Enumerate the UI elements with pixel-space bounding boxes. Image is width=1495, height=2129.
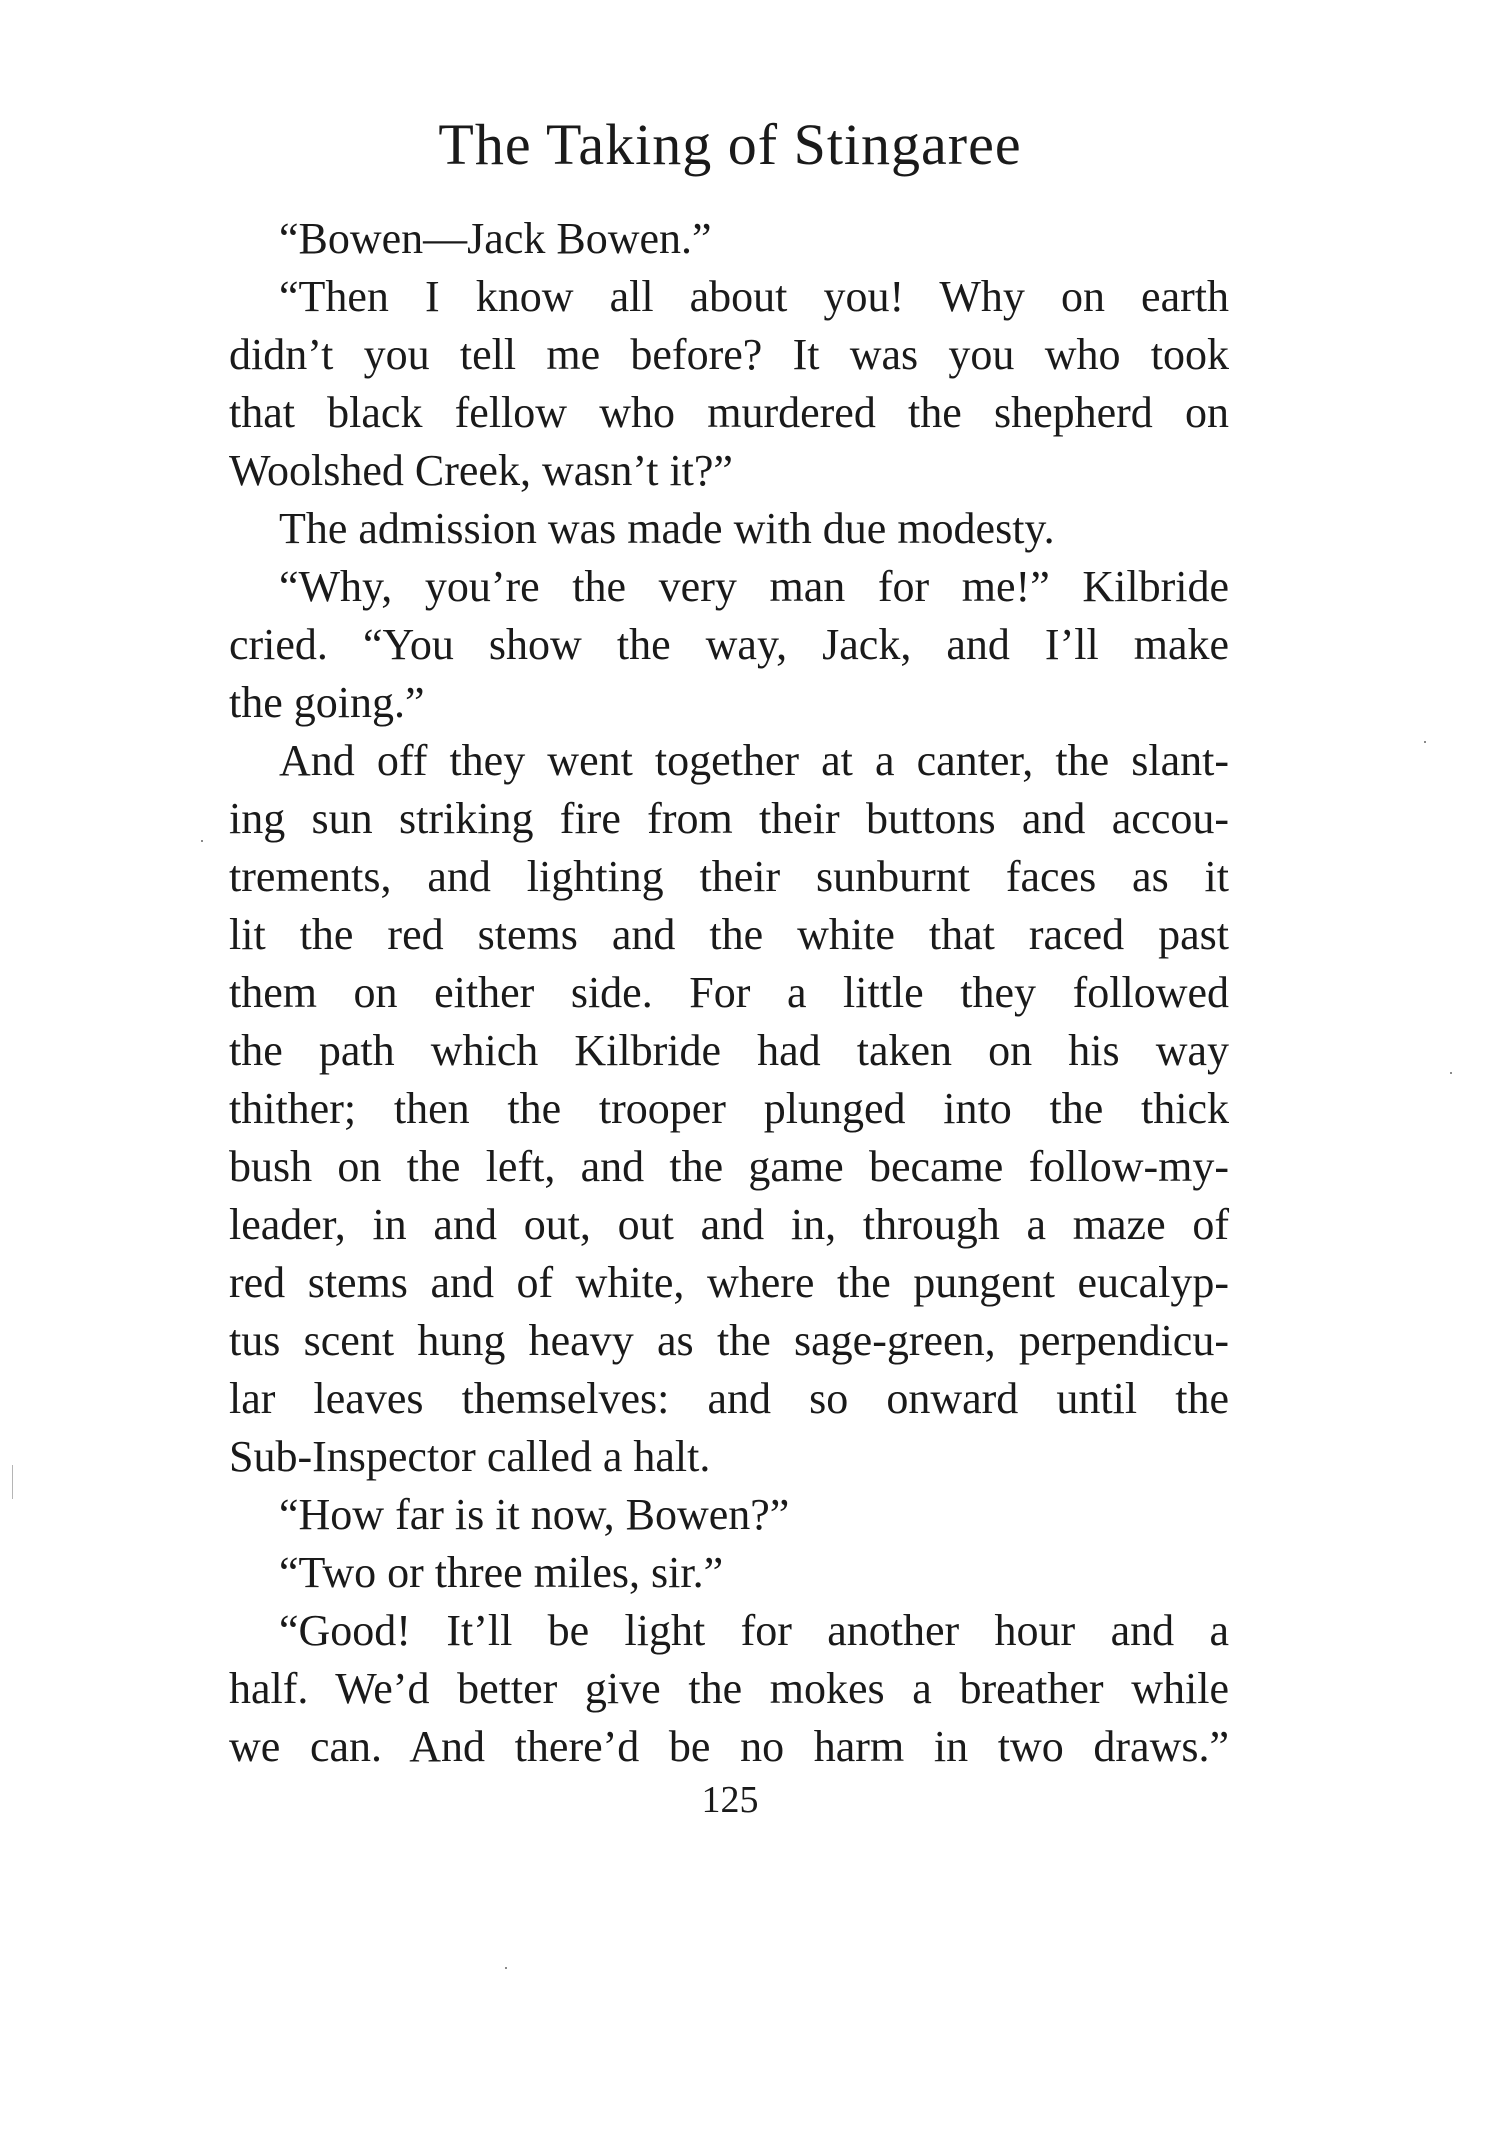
body-text	[229, 210, 1229, 1776]
text-line: the going.”	[229, 678, 425, 727]
text-line: bush on the left, and the game became follow-my-	[229, 1142, 1229, 1191]
text-line: we can. And there’d be no harm in two draws.”	[229, 1722, 1229, 1771]
text-line: that black fellow who murdered the shepherd on	[229, 388, 1229, 437]
text-line: And off they went together at a canter, the slant-	[279, 736, 1229, 785]
text-line: ing sun striking fire from their buttons and accou-	[229, 794, 1229, 843]
scan-speck	[12, 1465, 13, 1499]
scan-speck	[201, 840, 203, 842]
text-line: thither; then the trooper plunged into the thick	[229, 1084, 1229, 1133]
text-line: “How far is it now, Bowen?”	[279, 1490, 790, 1539]
text-line: lar leaves themselves: and so onward until the	[229, 1374, 1229, 1423]
text-line: trements, and lighting their sunburnt faces as it	[229, 852, 1229, 901]
scan-speck	[1424, 741, 1426, 743]
text-line: didn’t you tell me before? It was you who took	[229, 330, 1229, 379]
text-line: half. We’d better give the mokes a breather while	[229, 1664, 1229, 1713]
page-number: 125	[701, 1779, 759, 1821]
text-line: tus scent hung heavy as the sage-green, perpendicu-	[229, 1316, 1229, 1365]
text-line: them on either side. For a little they followed	[229, 968, 1229, 1017]
text-line: leader, in and out, out and in, through a maze of	[229, 1200, 1229, 1249]
scan-speck	[505, 1967, 507, 1969]
text-line: red stems and of white, where the pungent eucalyp-	[229, 1258, 1229, 1307]
text-line: “Then I know all about you! Why on earth	[279, 272, 1229, 321]
text-line: the path which Kilbride had taken on his way	[229, 1026, 1229, 1075]
running-head: The Taking of Stingaree	[438, 112, 1022, 177]
text-line: “Good! It’ll be light for another hour and a	[279, 1606, 1229, 1655]
text-line: Woolshed Creek, wasn’t it?”	[229, 446, 733, 495]
text-line: cried. “You show the way, Jack, and I’ll make	[229, 620, 1229, 669]
text-line: lit the red stems and the white that raced past	[229, 910, 1229, 959]
text-line: “Why, you’re the very man for me!” Kilbride	[279, 562, 1229, 611]
text-line: Sub-Inspector called a halt.	[229, 1432, 711, 1481]
text-line: The admission was made with due modesty.	[279, 504, 1055, 553]
scan-speck	[1450, 1072, 1452, 1074]
text-line: “Two or three miles, sir.”	[279, 1548, 724, 1597]
text-line: “Bowen—Jack Bowen.”	[279, 214, 712, 263]
